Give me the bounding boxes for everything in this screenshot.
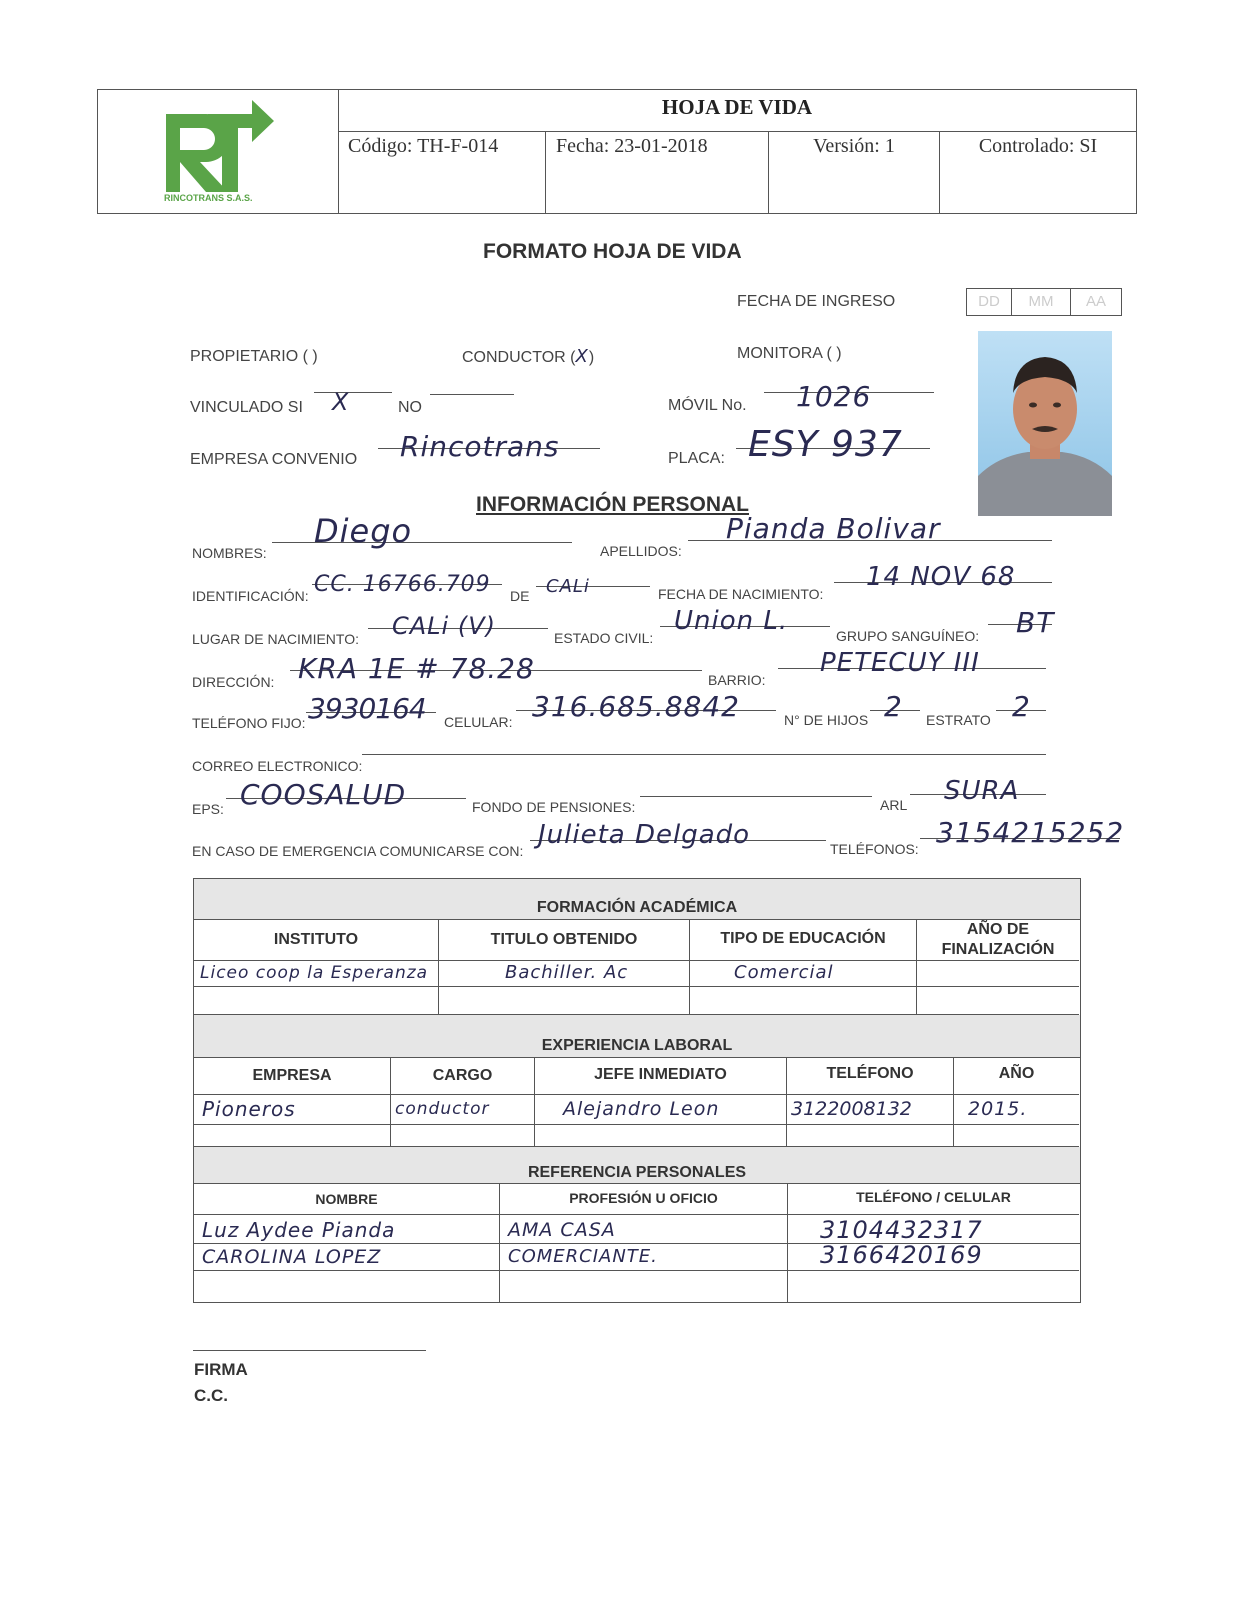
fecha-ingreso-dd[interactable]: DD	[967, 289, 1012, 315]
logo-cell	[98, 90, 339, 213]
laboral-title: EXPERIENCIA LABORAL	[541, 1037, 733, 1054]
de-label: DE	[510, 588, 530, 604]
form-title: FORMATO HOJA DE VIDA	[483, 240, 742, 263]
doc-title: HOJA DE VIDA	[338, 90, 1136, 132]
vinculado-label: VINCULADO SI	[190, 399, 303, 416]
apellidos-value: Pianda Bolivar	[726, 512, 941, 545]
referencias-divider	[194, 1243, 1080, 1244]
laboral-band	[194, 1015, 1080, 1058]
hijos-label: N° DE HIJOS	[784, 712, 869, 728]
referencias-header-telefono: TELÉFONO / CELULAR	[788, 1183, 1079, 1215]
referencias-empty-row[interactable]	[788, 1271, 1079, 1302]
laboral-empresa-value: Pioneros	[202, 1097, 296, 1121]
lugar-label: LUGAR DE NACIMIENTO:	[192, 631, 359, 647]
apellidos-label: APELLIDOS:	[600, 543, 682, 559]
referencias-row-2[interactable]	[788, 1245, 1079, 1271]
academica-tipo-value: Comercial	[734, 962, 834, 983]
civil-label: ESTADO CIVIL:	[554, 630, 654, 646]
laboral-row[interactable]	[787, 1095, 954, 1125]
identificacion-value: CC. 16766.709	[314, 572, 491, 597]
laboral-header-telefono: TELÉFONO	[787, 1057, 954, 1095]
laboral-row[interactable]	[954, 1095, 1079, 1125]
academica-empty-row[interactable]	[917, 987, 1079, 1015]
empresa-label: EMPRESA CONVENIO	[190, 451, 358, 468]
referencias-nombre-2: CAROLINA LOPEZ	[202, 1246, 382, 1268]
doc-version: Versión: 1	[769, 131, 940, 213]
barrio-label: BARRIO:	[708, 672, 766, 688]
referencias-header-nombre: NOMBRE	[194, 1183, 500, 1215]
vinculado-no-label: NO	[398, 399, 422, 416]
direccion-value: KRA 1E # 78.28	[298, 652, 535, 685]
referencias-profesion-2: COMERCIANTE.	[508, 1246, 658, 1267]
academica-header-titulo: TITULO OBTENIDO	[439, 919, 690, 961]
doc-controlled: Controlado: SI	[978, 135, 1098, 157]
emergencia-value: Julieta Delgado	[538, 820, 751, 850]
fecha-ingreso-boxes	[966, 288, 1122, 316]
academica-empty-row[interactable]	[194, 987, 439, 1015]
identificacion-label: IDENTIFICACIÓN:	[192, 588, 309, 604]
laboral-anio-value: 2015.	[968, 1098, 1028, 1120]
document-header	[97, 89, 1137, 214]
estrato-value: 2	[1012, 690, 1031, 723]
movil-label: MÓVIL No.	[668, 397, 747, 414]
laboral-header-anio: AÑO	[954, 1057, 1079, 1095]
laboral-header-empresa: EMPRESA	[194, 1057, 391, 1095]
referencias-empty-row[interactable]	[194, 1271, 500, 1302]
role-conductor-label: CONDUCTOR (	[462, 349, 576, 366]
referencias-header-profesion: PROFESIÓN U OFICIO	[500, 1183, 788, 1215]
vinculado-no-line[interactable]	[430, 394, 514, 395]
referencias-empty-row[interactable]	[500, 1271, 788, 1302]
academica-header-tipo: TIPO DE EDUCACIÓN	[690, 919, 917, 961]
eps-value: COOSALUD	[240, 778, 407, 811]
laboral-row[interactable]	[391, 1095, 535, 1125]
laboral-empty-row[interactable]	[194, 1125, 391, 1147]
referencias-nombre-1: Luz Aydee Pianda	[202, 1218, 396, 1242]
placa-label: PLACA:	[668, 450, 725, 467]
nacimiento-label: FECHA DE NACIMIENTO:	[658, 586, 824, 602]
eps-label: EPS:	[192, 801, 224, 817]
doc-code: Código: TH-F-014	[338, 131, 546, 213]
fecha-ingreso-mm[interactable]: MM	[1012, 289, 1071, 315]
arl-value: SURA	[944, 776, 1020, 806]
laboral-empty-row[interactable]	[535, 1125, 787, 1147]
civil-value: Union L.	[674, 606, 789, 636]
role-propietario[interactable]: PROPIETARIO ( )	[190, 348, 318, 365]
history-table	[193, 878, 1081, 1303]
role-conductor[interactable]	[462, 346, 594, 367]
correo-line[interactable]	[362, 754, 1046, 755]
estrato-label: ESTRATO	[926, 712, 991, 728]
barrio-value: PETECUY III	[820, 648, 980, 678]
academica-header-instituto: INSTITUTO	[194, 919, 439, 961]
correo-label: CORREO ELECTRONICO:	[192, 758, 363, 774]
fecha-ingreso-label: FECHA DE INGRESO	[737, 293, 896, 310]
placa-value: ESY 937	[748, 424, 903, 465]
academica-titulo-value: Bachiller. Ac	[505, 962, 629, 983]
telefono-label: TELÉFONO FIJO:	[192, 715, 306, 731]
laboral-row[interactable]	[194, 1095, 391, 1125]
hijos-value: 2	[884, 690, 903, 723]
laboral-telefono-value: 3122008132	[791, 1098, 912, 1120]
referencias-telefono-1: 3104432317	[820, 1216, 983, 1244]
person-photo-icon	[978, 331, 1112, 516]
academica-instituto-value: Liceo coop la Esperanza	[200, 963, 429, 983]
academica-row[interactable]	[690, 961, 917, 987]
celular-value: 316.685.8842	[532, 690, 740, 723]
referencias-title: REFERENCIA PERSONALES	[527, 1164, 747, 1181]
sangre-label: GRUPO SANGUÍNEO:	[836, 628, 980, 644]
academica-band	[194, 879, 1080, 920]
referencias-band	[194, 1147, 1080, 1184]
movil-value: 1026	[796, 380, 872, 413]
firma-label: FIRMA	[194, 1360, 248, 1379]
emergencia-tel-value: 3154215252	[936, 816, 1125, 849]
fecha-ingreso-aa[interactable]: AA	[1085, 293, 1106, 310]
laboral-jefe-value: Alejandro Leon	[563, 1098, 720, 1120]
vinculado-si-line[interactable]	[314, 392, 392, 393]
role-conductor-mark: X	[575, 346, 589, 367]
academica-title: FORMACIÓN ACADÉMICA	[536, 899, 738, 916]
company-name: RINCOTRANS S.A.S.	[164, 193, 253, 203]
firma-line[interactable]	[193, 1350, 426, 1351]
academica-empty-row[interactable]	[690, 987, 917, 1015]
personal-section-title: INFORMACIÓN PERSONAL	[476, 493, 749, 516]
laboral-empty-row[interactable]	[954, 1125, 1079, 1147]
empresa-value: Rincotrans	[400, 430, 560, 463]
laboral-header-jefe: JEFE INMEDIATO	[535, 1057, 787, 1095]
de-value: CALi	[546, 576, 590, 597]
laboral-empty-row[interactable]	[391, 1125, 535, 1147]
academica-row[interactable]	[439, 961, 690, 987]
referencias-row-2[interactable]	[194, 1245, 500, 1271]
telefono-value: 3930164	[308, 692, 426, 725]
referencias-telefono-2: 3166420169	[820, 1245, 983, 1269]
laboral-row[interactable]	[535, 1095, 787, 1125]
arl-label: ARL	[880, 797, 908, 813]
role-conductor-close: )	[588, 349, 595, 366]
vinculado-si-value: X	[332, 388, 350, 416]
emergencia-label: EN CASO DE EMERGENCIA COMUNICARSE CON:	[192, 843, 524, 859]
applicant-photo	[978, 331, 1112, 516]
referencias-row-2[interactable]	[500, 1245, 788, 1271]
laboral-cargo-value: conductor	[395, 1099, 490, 1119]
academica-empty-row[interactable]	[439, 987, 690, 1015]
nacimiento-value: 14 NOV 68	[866, 562, 1016, 592]
doc-date: Fecha: 23-01-2018	[546, 131, 769, 213]
laboral-header-cargo: CARGO	[391, 1057, 535, 1095]
academica-row[interactable]	[917, 961, 1079, 987]
fondo-label: FONDO DE PENSIONES:	[472, 799, 636, 815]
cc-label: C.C.	[194, 1386, 228, 1405]
celular-label: CELULAR:	[444, 714, 513, 730]
nombres-value: Diego	[314, 512, 413, 550]
academica-row[interactable]	[194, 961, 439, 987]
referencias-profesion-1: AMA CASA	[508, 1219, 616, 1241]
academica-header-anio: AÑO DE FINALIZACIÓN	[917, 919, 1079, 961]
nombres-label: NOMBRES:	[192, 545, 267, 561]
laboral-empty-row[interactable]	[787, 1125, 954, 1147]
fondo-line[interactable]	[640, 796, 872, 797]
role-monitora[interactable]: MONITORA ( )	[737, 345, 842, 362]
sangre-value: BT	[1016, 606, 1055, 639]
direccion-label: DIRECCIÓN:	[192, 674, 275, 690]
lugar-value: CALi (V)	[392, 612, 496, 640]
emergencia-tel-label: TELÉFONOS:	[830, 841, 919, 857]
